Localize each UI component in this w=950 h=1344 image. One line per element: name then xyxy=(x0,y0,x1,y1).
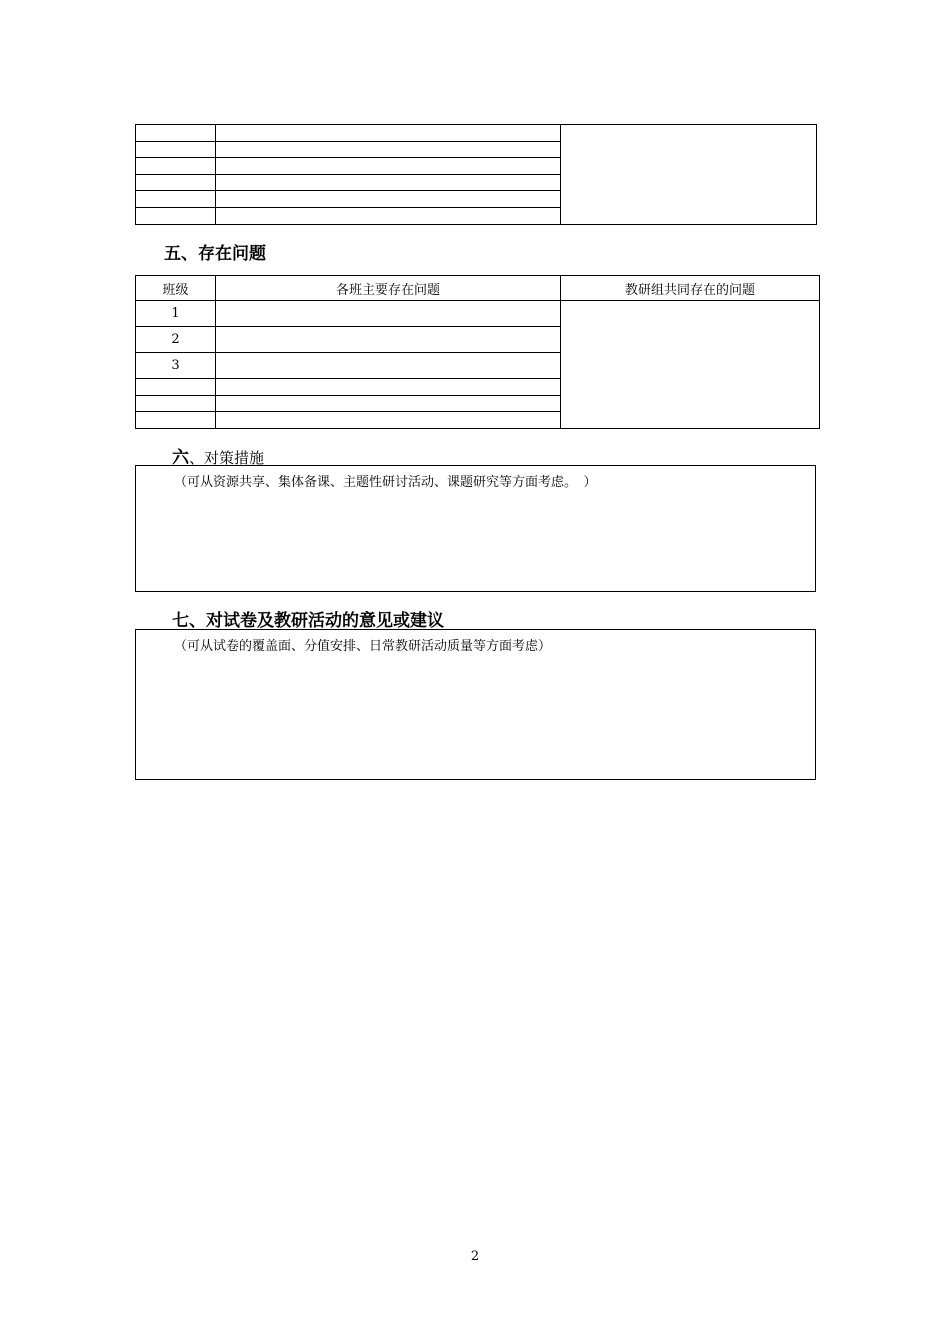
header-common-problems: 教研组共同存在的问题 xyxy=(561,276,820,301)
table-cell xyxy=(136,158,216,175)
table-cell xyxy=(136,207,216,224)
table-cell xyxy=(136,174,216,191)
table-cell xyxy=(216,158,561,175)
section7-heading: 七、对试卷及教研活动的意见或建议 xyxy=(172,611,444,631)
table-cell xyxy=(136,141,216,158)
problems-table xyxy=(135,275,820,429)
suggestions-box[interactable] xyxy=(135,629,816,780)
merged-cell xyxy=(561,125,817,225)
countermeasures-hint: （可从资源共享、集体备课、主题性研讨活动、课题研究等方面考虑。 ） xyxy=(174,475,597,490)
table-row xyxy=(136,301,820,327)
table-cell xyxy=(216,174,561,191)
continued-table xyxy=(135,124,817,225)
class-problem-cell xyxy=(216,412,561,429)
table-header-row xyxy=(136,276,820,301)
class-problem-cell xyxy=(216,379,561,396)
table-cell xyxy=(136,191,216,208)
class-number: 2 xyxy=(136,327,216,353)
class-problem-cell xyxy=(216,395,561,412)
class-problem-cell xyxy=(216,327,561,353)
section6-heading-number: 六 xyxy=(172,448,189,468)
common-problem-cell xyxy=(561,301,820,429)
table-cell xyxy=(216,125,561,142)
table-cell xyxy=(136,125,216,142)
section5-heading: 五、存在问题 xyxy=(164,244,266,264)
table-cell xyxy=(216,207,561,224)
class-number xyxy=(136,395,216,412)
class-problem-cell xyxy=(216,353,561,379)
table-row xyxy=(136,125,817,142)
table-cell xyxy=(216,141,561,158)
class-number xyxy=(136,412,216,429)
header-class: 班级 xyxy=(136,276,216,301)
header-class-problems: 各班主要存在问题 xyxy=(216,276,561,301)
countermeasures-box[interactable] xyxy=(135,465,816,592)
page-number: 2 xyxy=(470,1249,480,1264)
class-number xyxy=(136,379,216,396)
table-cell xyxy=(216,191,561,208)
class-problem-cell xyxy=(216,301,561,327)
suggestions-hint: （可从试卷的覆盖面、分值安排、日常教研活动质量等方面考虑） xyxy=(174,639,552,654)
class-number: 3 xyxy=(136,353,216,379)
class-number: 1 xyxy=(136,301,216,327)
section6-heading-text: 、对策措施 xyxy=(189,449,265,467)
